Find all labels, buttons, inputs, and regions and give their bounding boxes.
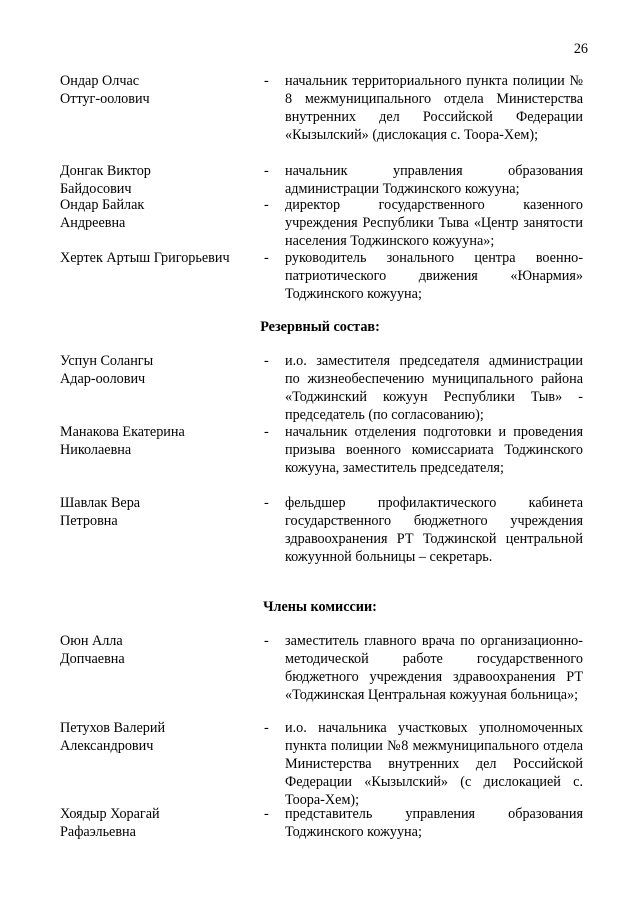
member-name: Петухов Валерий Александрович	[60, 720, 166, 754]
entry-dash: -	[264, 424, 269, 440]
member-role: начальник территориального пункта полиции № 8 межмуниципального отдела Министерства внутренних дел Российской Федерации «Кызылский» (дислокация с. Тоора-Хем);	[285, 73, 583, 143]
entry-dash: -	[264, 73, 269, 89]
member-name: Хоядыр Хорагай Рафаэльевна	[60, 806, 160, 840]
member-name: Ондар Байлак Андреевна	[60, 197, 145, 231]
entry-dash: -	[264, 806, 269, 822]
member-name: Оюн Алла Допчаевна	[60, 633, 125, 667]
member-role: начальник отделения подготовки и проведения призыва военного комиссариата Тоджинского кожууна, заместитель председателя;	[285, 424, 583, 476]
member-name: Хертек Артыш Григорьевич	[60, 250, 230, 266]
entry-dash: -	[264, 720, 269, 736]
page-number: 26	[573, 41, 588, 57]
member-name: Успун Солангы Адар-оолович	[60, 353, 154, 387]
section-heading-reserve: Резервный состав:	[260, 319, 380, 335]
member-role: заместитель главного врача по организационно-методической работе государственного бюджетного учреждения здравоохранения РТ «Тоджинская Центральная кожууная больница»;	[285, 633, 583, 703]
entry-dash: -	[264, 495, 269, 511]
entry-dash: -	[264, 163, 269, 179]
member-name: Донгак Виктор Байдосович	[60, 163, 151, 197]
member-role: и.о. заместителя председателя администрации по жизнеобеспечению муниципального района «Тоджинский кожуун Республики Тыв» - председатель (по согласованию);	[285, 353, 583, 423]
member-role: представитель управления образования Тоджинского кожууна;	[285, 806, 583, 840]
member-role: руководитель зонального центра военно-патриотического движения «Юнармия» Тоджинского кожууна;	[285, 250, 583, 302]
member-role: фельдшер профилактического кабинета государственного бюджетного учреждения здравоохранения РТ Тоджинской центральной кожуунной больницы – секретарь.	[285, 495, 583, 565]
member-role: и.о. начальника участковых уполномоченных пункта полиции №8 межмуниципального отдела Министерства внутренних дел Российской Федерации «Кызылский» (с дислокацией с. Тоора-Хем);	[285, 720, 583, 808]
entry-dash: -	[264, 250, 269, 266]
member-role: директор государственного казенного учреждения Республики Тыва «Центр занятости населения Тоджинского кожууна»;	[285, 197, 583, 249]
member-role: начальник управления образования администрации Тоджинского кожууна;	[285, 163, 583, 197]
entry-dash: -	[264, 197, 269, 213]
member-name: Ондар Олчас Оттуг-оолович	[60, 73, 150, 107]
entry-dash: -	[264, 633, 269, 649]
section-heading-members: Члены комиссии:	[263, 599, 377, 615]
entry-dash: -	[264, 353, 269, 369]
member-name: Шавлак Вера Петровна	[60, 495, 141, 529]
member-name: Манакова Екатерина Николаевна	[60, 424, 185, 458]
